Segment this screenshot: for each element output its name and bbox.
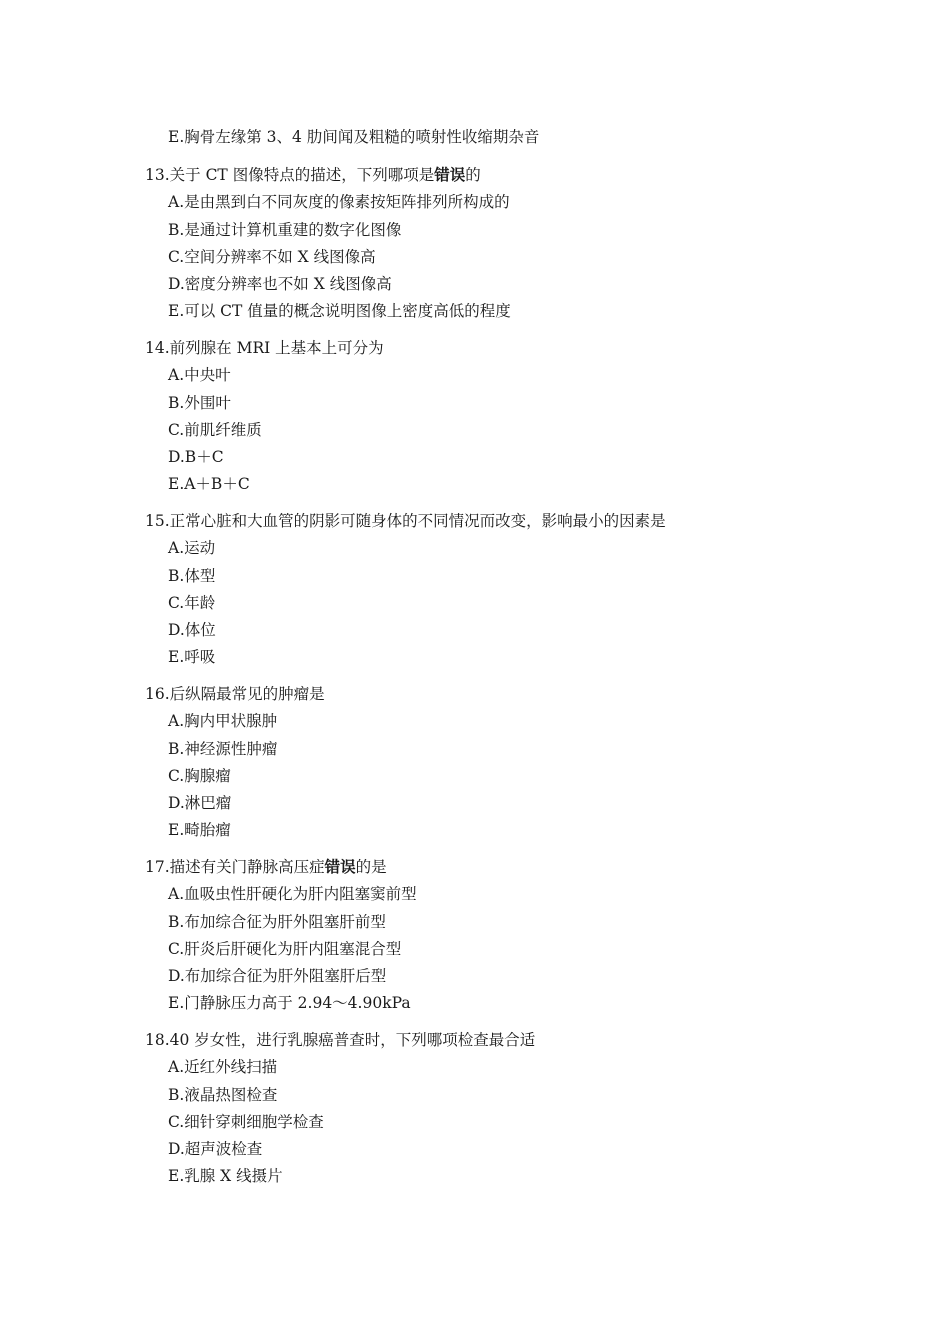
option-d: D.B＋C [168,448,224,467]
question-stem [145,337,845,359]
option-b: B.布加综合征为肝外阻塞肝前型 [168,912,386,931]
option-e-continued: E.胸骨左缘第 3、4 肋间闻及粗糙的喷射性收缩期杂音 [168,128,540,146]
question-13 [145,164,845,322]
option-b: B.液晶热图检查 [168,1085,278,1104]
option-a: A.胸内甲状腺肿 [168,712,278,731]
stem-text: 14.前列腺在 MRI 上基本上可分为 [145,339,384,357]
stem-emphasis: 错误 [324,858,356,876]
stem-tail: 的 [465,166,481,184]
option-e: E.呼吸 [168,648,216,667]
option-b: B.体型 [168,566,216,585]
question-15 [145,510,845,668]
option-c: C.前肌纤维质 [168,420,262,439]
option-d: D.体位 [168,621,216,640]
option-e: E.可以 CT 值量的概念说明图像上密度高低的程度 [168,302,511,321]
option-a: A.近红外线扫描 [168,1058,278,1077]
question-16 [145,683,845,841]
option-c: C.细针穿刺细胞学检查 [168,1112,324,1131]
option-a: A.是由黑到白不同灰度的像素按矩阵排列所构成的 [168,193,510,212]
question-stem [145,510,845,532]
option-b: B.是通过计算机重建的数字化图像 [168,220,402,239]
option-e: E.A＋B＋C [168,475,250,494]
question-17 [145,856,845,1014]
stem-text: 16.后纵隔最常见的肿瘤是 [145,685,325,703]
question-stem [145,856,845,878]
option-e: E.门静脉压力高于 2.94～4.90kPa [168,994,411,1013]
question-stem [145,164,845,186]
option-b: B.神经源性肿瘤 [168,739,278,758]
option-a: A.运动 [168,539,216,558]
question-14 [145,337,845,495]
stem-text: 18.40 岁女性，进行乳腺癌普查时，下列哪项检查最合适 [145,1031,536,1049]
question-18 [145,1029,845,1187]
option-c: C.空间分辨率不如 X 线图像高 [168,247,376,266]
option-e: E.畸胎瘤 [168,821,231,840]
option-d: D.布加综合征为肝外阻塞肝后型 [168,967,387,986]
option-c: C.胸腺瘤 [168,766,231,785]
question-stem [145,683,845,705]
option-d: D.超声波检查 [168,1140,263,1159]
option-d: D.密度分辨率也不如 X 线图像高 [168,275,392,294]
option-b: B.外围叶 [168,393,231,412]
option-c: C.肝炎后肝硬化为肝内阻塞混合型 [168,939,402,958]
question-stem [145,1029,845,1051]
option-e: E.乳腺 X 线摄片 [168,1167,283,1186]
option-d: D.淋巴瘤 [168,794,232,813]
stem-text: 17.描述有关门静脉高压症 [145,858,325,876]
option-c: C.年龄 [168,593,216,612]
option-a: A.中央叶 [168,366,231,385]
option-a: A.血吸虫性肝硬化为肝内阻塞窦前型 [168,885,417,904]
stem-text: 15.正常心脏和大血管的阴影可随身体的不同情况而改变，影响最小的因素是 [145,512,666,530]
stem-emphasis: 错误 [434,166,466,184]
stem-tail: 的是 [355,858,387,876]
stem-text: 13.关于 CT 图像特点的描述，下列哪项是 [145,166,435,184]
